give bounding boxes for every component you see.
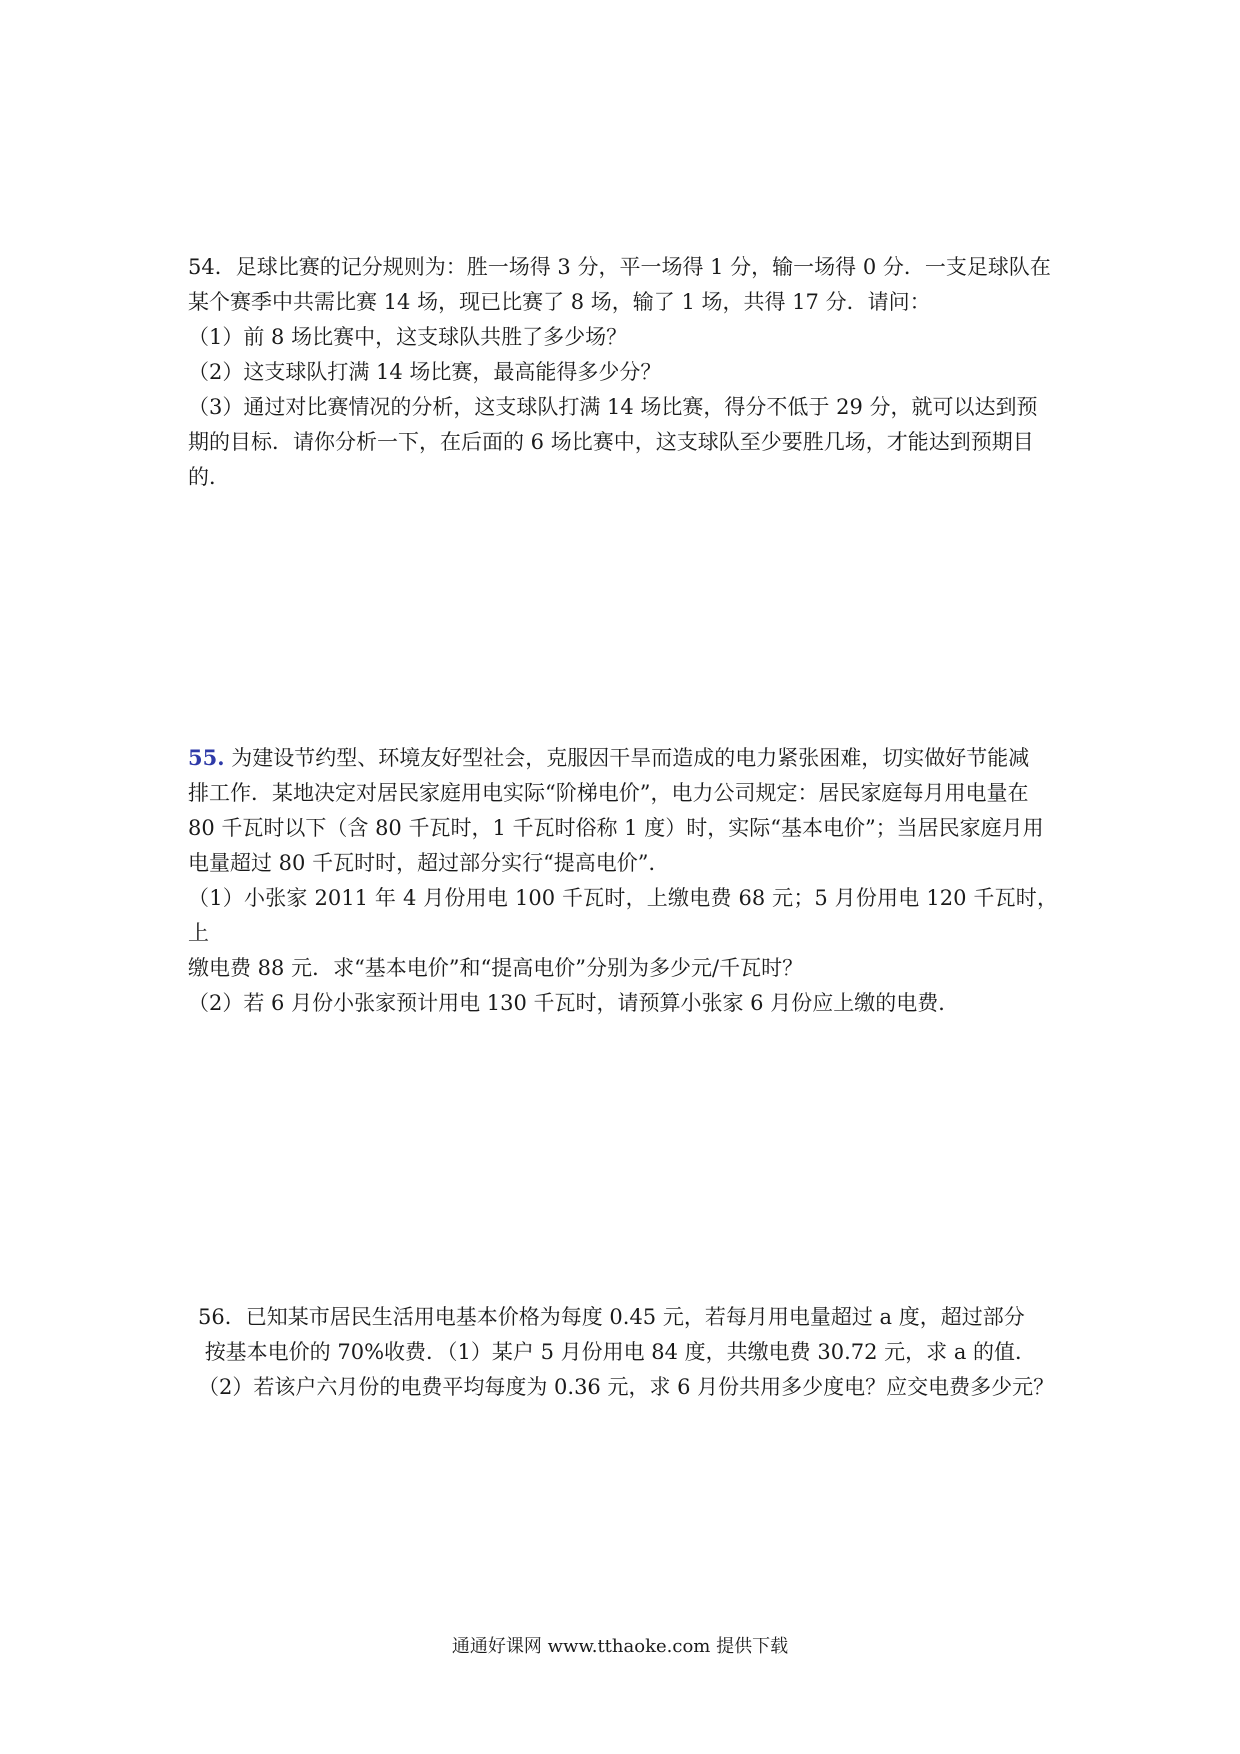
problem-54-line-1: 54．足球比赛的记分规则为：胜一场得 3 分，平一场得 1 分，输一场得 0 分．一支足球队在: [188, 255, 1051, 279]
problem-54: [188, 250, 1058, 495]
problem-55-line-5: （1）小张家 2011 年 4 月份用电 100 千瓦时，上缴电费 68 元；5 月份用电 120 千瓦时，上: [188, 886, 1058, 945]
problem-55-line-3: 80 千瓦时以下（含 80 千瓦时，1 千瓦时俗称 1 度）时，实际“基本电价”；当居民家庭月用: [188, 816, 1044, 840]
problem-56-number: 56．: [198, 1305, 246, 1329]
problem-56: [198, 1300, 1068, 1405]
problem-55-number: 55.: [188, 745, 225, 770]
problem-54-line-6: 期的目标．请你分析一下，在后面的 6 场比赛中，这支球队至少要胜几场，才能达到预期目: [188, 430, 1034, 454]
problem-54-number: 54．: [188, 255, 236, 279]
problem-55-line-2: 排工作．某地决定对居民家庭用电实际“阶梯电价”，电力公司规定：居民家庭每月用电量在: [188, 781, 1029, 805]
problem-55-line-4: 电量超过 80 千瓦时时，超过部分实行“提高电价”．: [188, 851, 670, 875]
problem-55: [188, 740, 1058, 1021]
page-footer: 通通好课网 www.tthaoke.com 提供下载: [451, 1636, 789, 1657]
problem-54-line-7: 的．: [188, 465, 230, 489]
problem-54-line-5: （3）通过对比赛情况的分析，这支球队打满 14 场比赛，得分不低于 29 分，就可以达到预: [188, 395, 1038, 419]
problem-54-line-3: （1）前 8 场比赛中，这支球队共胜了多少场？: [188, 325, 628, 349]
problem-54-line-2: 某个赛季中共需比赛 14 场，现已比赛了 8 场，输了 1 场，共得 17 分．请问：: [188, 290, 931, 314]
problem-56-line-3: （2）若该户六月份的电费平均每度为 0.36 元，求 6 月份共用多少度电？应交电费多少元？: [198, 1375, 1055, 1399]
problem-55-line-6: 缴电费 88 元．求“基本电价”和“提高电价”分别为多少元/千瓦时？: [188, 956, 804, 980]
problem-55-line-1: 55. 为建设节约型、环境友好型社会，克服因干旱而造成的电力紧张困难，切实做好节能减: [188, 745, 1030, 770]
problem-56-line-1: 56．已知某市居民生活用电基本价格为每度 0.45 元，若每月用电量超过 a 度，超过部分: [198, 1305, 1025, 1329]
problem-55-line-7: （2）若 6 月份小张家预计用电 130 千瓦时，请预算小张家 6 月份应上缴的电费．: [188, 991, 960, 1015]
problem-54-line-4: （2）这支球队打满 14 场比赛，最高能得多少分？: [188, 360, 662, 384]
problem-56-line-2: 按基本电价的 70%收费．（1）某户 5 月份用电 84 度，共缴电费 30.72 元，求 a 的值．: [198, 1340, 1037, 1364]
